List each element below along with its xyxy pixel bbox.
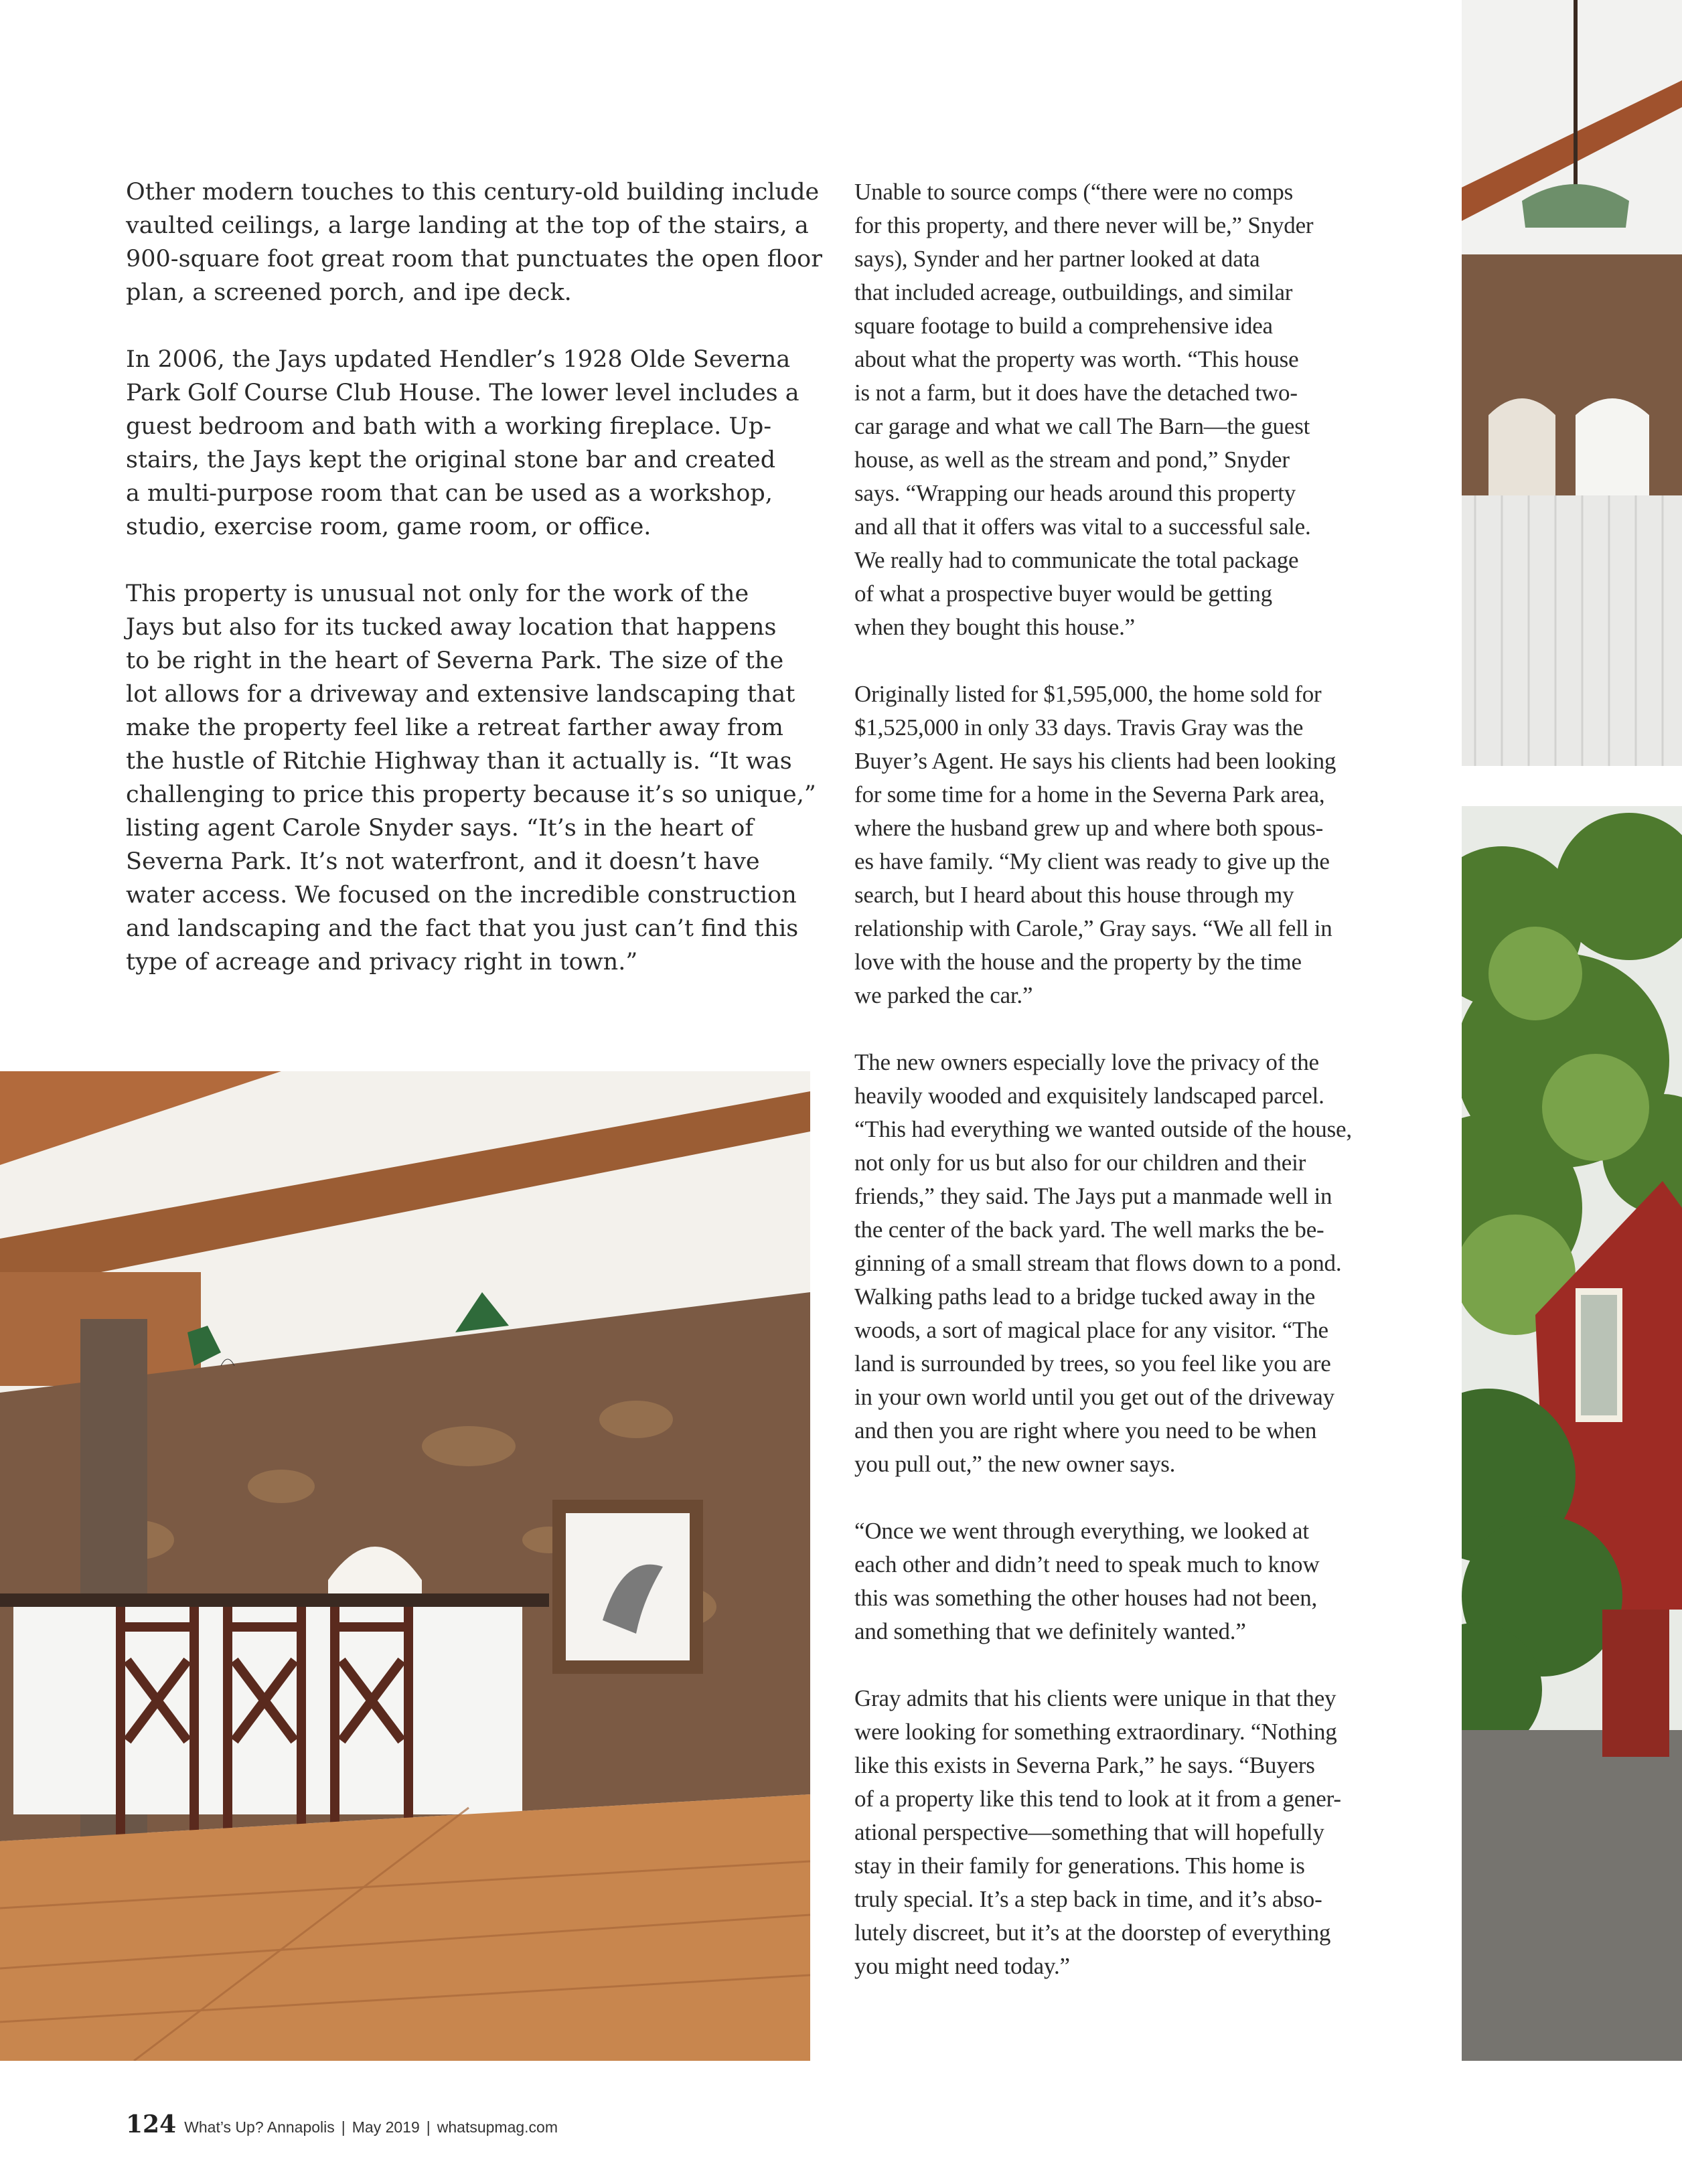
text-line: square footage to build a comprehensive idea [854, 313, 1273, 339]
text-line: type of acreage and privacy right in town.” [126, 949, 638, 976]
barn-interior-illustration [1462, 0, 1682, 766]
text-line: vaulted ceilings, a large landing at the top of the stairs, a [126, 212, 809, 239]
text-line: for some time for a home in the Severna Park area, [854, 781, 1325, 807]
text-line: studio, exercise room, game room, or office. [126, 514, 652, 540]
text-line: woods, a sort of magical place for any visitor. “The [854, 1317, 1328, 1343]
text-line: of a property like this tend to look at it from a gener- [854, 1786, 1341, 1812]
text-line: $1,525,000 in only 33 days. Travis Gray was the [854, 714, 1304, 740]
text-line: the hustle of Ritchie Highway than it actually is. “It was [126, 748, 792, 775]
paragraph [126, 175, 822, 309]
text-line: listing agent Carole Snyder says. “It’s in the heart of [126, 815, 754, 842]
text-line: “This had everything we wanted outside of the house, [854, 1116, 1352, 1142]
text-line: house, as well as the stream and pond,” Snyder [854, 447, 1290, 473]
text-line: the center of the back yard. The well marks the be- [854, 1217, 1324, 1243]
text-line: stairs, the Jays kept the original stone bar and created [126, 447, 776, 473]
text-line: about what the property was worth. “This house [854, 346, 1299, 372]
text-line: and then you are right where you need to be when [854, 1417, 1317, 1444]
text-line: Walking paths lead to a bridge tucked away in the [854, 1283, 1316, 1310]
paragraph [854, 1514, 1430, 1648]
text-line: We really had to communicate the total package [854, 547, 1299, 573]
text-line: you might need today.” [854, 1953, 1070, 1979]
barn-interior-photo [1462, 0, 1682, 766]
text-line: friends,” they said. The Jays put a manmade well in [854, 1183, 1332, 1209]
text-line: where the husband grew up and where both spous- [854, 815, 1324, 841]
text-line: es have family. “My client was ready to give up the [854, 848, 1330, 874]
text-line: The new owners especially love the privacy of the [854, 1049, 1319, 1075]
text-line: ginning of a small stream that flows down to a pond. [854, 1250, 1342, 1276]
page-number: 124 [126, 2110, 177, 2138]
website-link[interactable]: whatsupmag.com [437, 2118, 558, 2136]
text-line: stay in their family for generations. This home is [854, 1853, 1305, 1879]
text-line: lutely discreet, but it’s at the doorstep of everything [854, 1920, 1331, 1946]
text-line: love with the house and the property by the time [854, 949, 1302, 975]
text-line: to be right in the heart of Severna Park. The size of the [126, 647, 784, 674]
text-line: Originally listed for $1,595,000, the home sold for [854, 681, 1322, 707]
text-line: Buyer’s Agent. He says his clients had been looking [854, 748, 1336, 774]
text-line: and all that it offers was vital to a successful sale. [854, 514, 1311, 540]
text-line: ational perspective—something that will hopefully [854, 1819, 1324, 1845]
text-line: in your own world until you get out of the driveway [854, 1384, 1334, 1410]
text-line: car garage and what we call The Barn—the guest [854, 413, 1310, 439]
text-line: you pull out,” the new owner says. [854, 1451, 1176, 1477]
text-line: “Once we went through everything, we looked at [854, 1518, 1309, 1544]
great-room-illustration [0, 1071, 810, 2061]
text-line: each other and didn’t need to speak much to know [854, 1551, 1320, 1577]
text-line: Other modern touches to this century-old building include [126, 179, 820, 206]
paragraph [126, 343, 799, 544]
text-line: truly special. It’s a step back in time, and it’s abso- [854, 1886, 1322, 1912]
text-line: we parked the car.” [854, 982, 1033, 1008]
text-line: were looking for something extraordinary. “Nothing [854, 1719, 1337, 1745]
paragraph [854, 175, 1430, 644]
text-line: Jays but also for its tucked away location that happens [126, 614, 777, 641]
text-line: guest bedroom and bath with a working fireplace. Up- [126, 413, 772, 440]
text-line: plan, a screened porch, and ipe deck. [126, 279, 572, 306]
text-line: search, but I heard about this house through my [854, 882, 1294, 908]
text-line: not only for us but also for our children and their [854, 1150, 1306, 1176]
text-line: when they bought this house.” [854, 614, 1136, 640]
footer-separator: | [341, 2118, 346, 2136]
publication-name: What’s Up? Annapolis [184, 2118, 335, 2136]
text-line: and something that we definitely wanted.” [854, 1618, 1246, 1644]
text-line: Severna Park. It’s not waterfront, and it doesn’t have [126, 848, 760, 875]
text-line: make the property feel like a retreat farther away from [126, 714, 783, 741]
great-room-photo [0, 1071, 810, 2061]
text-line: relationship with Carole,” Gray says. “We all fell in [854, 915, 1332, 941]
paragraph [854, 678, 1430, 1012]
text-line: Unable to source comps (“there were no comps [854, 179, 1293, 205]
barn-exterior-photo [1462, 806, 1682, 2061]
text-line: for this property, and there never will be,” Snyder [854, 212, 1314, 238]
text-line: This property is unusual not only for the work of the [126, 580, 749, 607]
text-line: heavily wooded and exquisitely landscaped parcel. [854, 1083, 1324, 1109]
text-line: of what a prospective buyer would be getting [854, 580, 1272, 607]
text-line: land is surrounded by trees, so you feel like you are [854, 1350, 1331, 1377]
page-footer [126, 2110, 558, 2137]
issue-date: May 2019 [352, 2118, 420, 2136]
paragraph [854, 1046, 1430, 1481]
left-article-column [126, 175, 822, 1012]
text-line: water access. We focused on the incredible construction [126, 882, 797, 909]
text-line: Gray admits that his clients were unique in that they [854, 1685, 1336, 1711]
text-line: that included acreage, outbuildings, and similar [854, 279, 1293, 305]
right-article-column [854, 175, 1430, 2017]
text-line: a multi-purpose room that can be used as a workshop, [126, 480, 773, 507]
text-line: Park Golf Course Club House. The lower level includes a [126, 380, 799, 406]
footer-separator: | [426, 2118, 431, 2136]
text-line: this was something the other houses had not been, [854, 1585, 1318, 1611]
text-line: is not a farm, but it does have the detached two- [854, 380, 1298, 406]
text-line: says), Synder and her partner looked at data [854, 246, 1260, 272]
paragraph [854, 1682, 1430, 1983]
text-line: says. “Wrapping our heads around this property [854, 480, 1296, 506]
text-line: challenging to price this property because it’s so unique,” [126, 781, 816, 808]
text-line: like this exists in Severna Park,” he says. “Buyers [854, 1752, 1315, 1778]
paragraph [126, 577, 816, 979]
text-line: and landscaping and the fact that you just can’t find this [126, 915, 799, 942]
barn-exterior-illustration [1462, 806, 1682, 2061]
text-line: 900-square foot great room that punctuates the open floor [126, 246, 822, 272]
text-line: In 2006, the Jays updated Hendler’s 1928 Olde Severna [126, 346, 791, 373]
text-line: lot allows for a driveway and extensive landscaping that [126, 681, 795, 708]
